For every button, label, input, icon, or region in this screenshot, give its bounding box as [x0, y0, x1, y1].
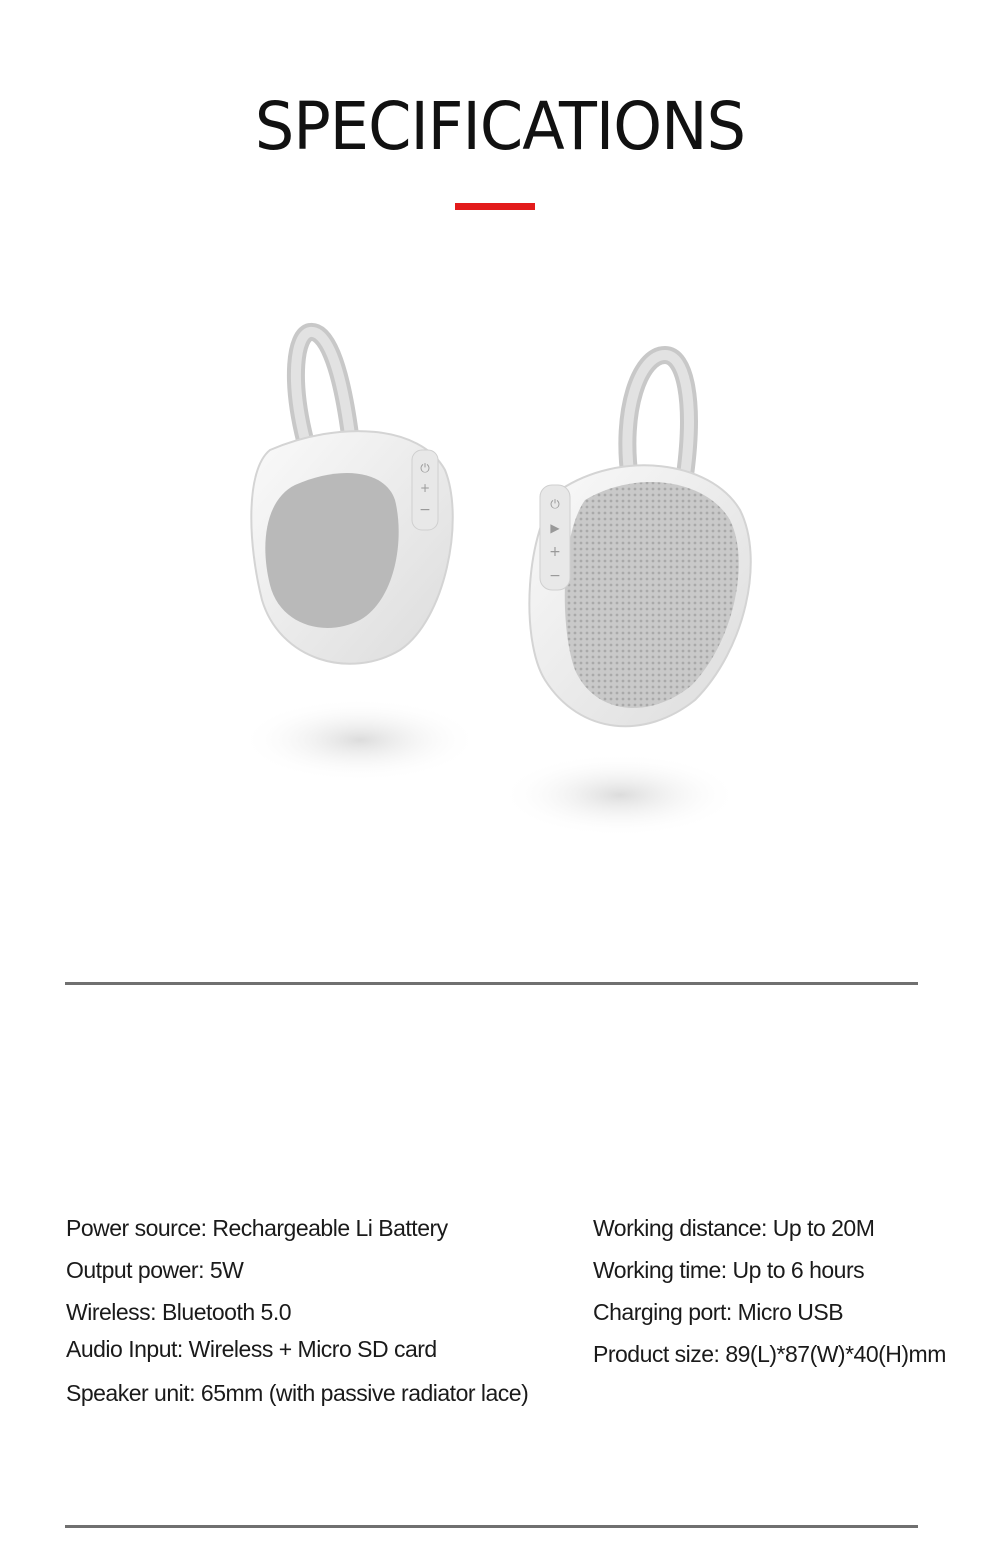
section-divider-bottom [65, 1525, 918, 1528]
svg-text:−: − [419, 502, 431, 518]
spec-audio-input: Audio Input: Wireless + Micro SD card [66, 1336, 437, 1362]
svg-text:▶: ▶ [550, 521, 560, 535]
svg-text:+: + [419, 481, 431, 495]
svg-text:⏻: ⏻ [420, 461, 430, 475]
spec-product-size: Product size: 89(L)*87(W)*40(H)mm [593, 1341, 946, 1367]
product-image [200, 300, 800, 920]
speaker-back-icon [251, 332, 452, 664]
spec-power-source: Power source: Rechargeable Li Battery [66, 1215, 448, 1241]
svg-text:⏻: ⏻ [550, 497, 560, 511]
title-accent-bar [455, 203, 535, 210]
spec-output-power: Output power: 5W [66, 1257, 244, 1283]
spec-working-distance: Working distance: Up to 20M [593, 1215, 875, 1241]
svg-text:−: − [549, 568, 561, 584]
page-title: SPECIFICATIONS [254, 88, 746, 165]
spec-speaker-unit: Speaker unit: 65mm (with passive radiator lace) [66, 1380, 529, 1406]
spec-charging-port: Charging port: Micro USB [593, 1299, 844, 1325]
spec-wireless: Wireless: Bluetooth 5.0 [66, 1299, 292, 1325]
svg-text:+: + [549, 544, 561, 560]
spec-working-time: Working time: Up to 6 hours [593, 1257, 865, 1283]
speaker-front-icon [529, 355, 750, 726]
section-divider-top [65, 982, 918, 985]
